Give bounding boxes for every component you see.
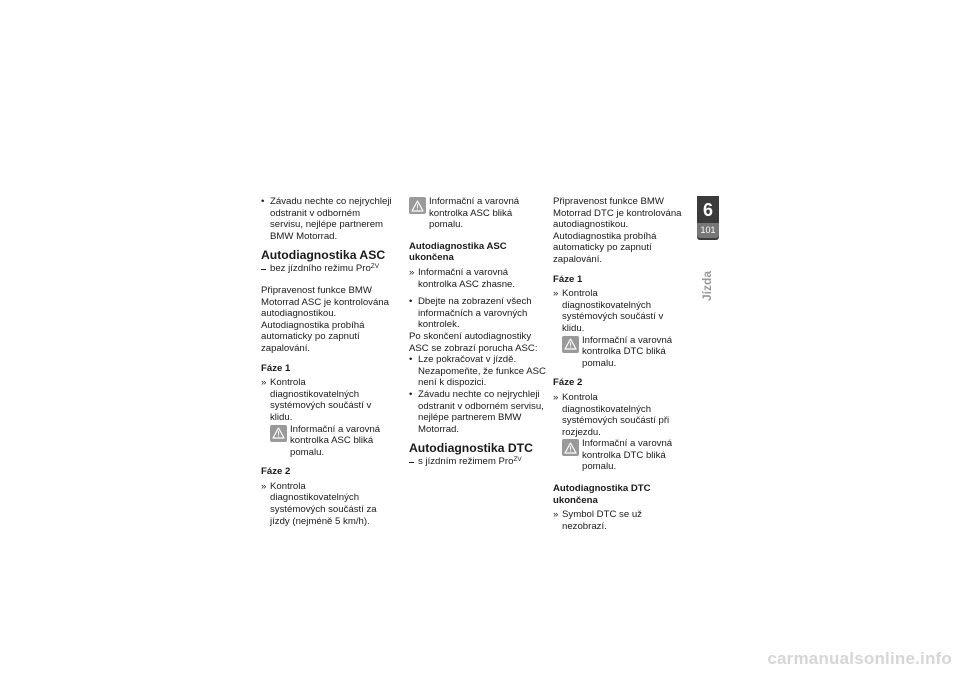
condition-superscript: ZV xyxy=(513,456,522,464)
bullet-repair-asc-2 xyxy=(409,389,546,435)
step-dtc-done: » Symbol DTC se už nezobrazí. xyxy=(553,509,688,532)
column-left xyxy=(261,196,393,527)
page-number: 101 xyxy=(697,223,719,238)
warning-text: Informační a varovná kontrolka ASC bliká pomalu. xyxy=(429,196,520,231)
bullet-text: Lze pokračovat v jízdě. Nezapomeňte, že funkce ASC není k dispozici. xyxy=(418,354,546,389)
bullet-repair-asc xyxy=(261,196,393,242)
warning-text: Informační a varovná kontrolka DTC bliká pomalu. xyxy=(582,438,673,473)
heading-phase1-asc: Fáze 1 xyxy=(261,362,291,374)
readiness-dtc: Připravenost funkce BMW Motorrad DTC je kontrolována autodiagnostikou. Autodiagnostika probíhá automaticky po zapnutí zapalování. xyxy=(553,196,682,265)
heading-asc-diagnostics: Autodiagnostika ASC xyxy=(261,248,386,263)
section-label: Jízda xyxy=(700,271,714,302)
warning-phase2-dtc xyxy=(562,438,688,473)
heading-phase1-dtc: Fáze 1 xyxy=(553,273,583,285)
bullet-text: Závadu nechte co nejrychleji odstranit v odborném servisu, nejlépe partnerem BMW Motorrad. xyxy=(270,196,392,242)
warning-triangle-icon xyxy=(270,425,287,442)
heading-dtc-done: Autodiagnostika DTC ukončena xyxy=(553,483,651,506)
heading-phase2-asc: Fáze 2 xyxy=(261,466,291,478)
column-right xyxy=(553,196,688,532)
watermark: carmanualsonline.info xyxy=(767,649,952,668)
column-middle xyxy=(409,196,546,478)
bullet-text: Dbejte na zobrazení všech informačních a varovných kontrolek. xyxy=(418,296,532,331)
warning-triangle-icon xyxy=(562,439,579,456)
condition-text: s jízdním režimem Pro xyxy=(418,456,514,468)
condition-dtc xyxy=(409,456,546,468)
heading-phase2-dtc: Fáze 2 xyxy=(553,377,583,389)
after-diagnostics-text: Po skončení autodiagnostiky ASC se zobrazí porucha ASC: xyxy=(409,330,538,354)
warning-phase1-dtc xyxy=(562,335,688,370)
readiness-asc: Připravenost funkce BMW Motorrad ASC je kontrolována autodiagnostikou. Autodiagnostika probíhá automaticky po zapnutí zapalování. xyxy=(261,284,389,354)
step-phase2-dtc: » Kontrola diagnostikovatelných systémových součástí při rozjezdu. xyxy=(553,392,688,438)
step-asc-done: » Informační a varovná kontrolka ASC zhasne. xyxy=(409,267,546,290)
warning-triangle-icon xyxy=(409,197,426,214)
bullet-text: Závadu nechte co nejrychleji odstranit v odborném servisu, nejlépe partnerem BMW Motorrad. xyxy=(418,388,544,435)
bullet-check-lights xyxy=(409,296,546,331)
chapter-number: 6 xyxy=(702,200,713,220)
step-phase1-asc: » Kontrola diagnostikovatelných systémových součástí v klidu. xyxy=(261,377,393,423)
warning-phase2-asc xyxy=(409,196,546,231)
condition-superscript: ZV xyxy=(370,263,380,271)
bullet-continue-ride xyxy=(409,354,546,389)
heading-dtc-diagnostics: Autodiagnostika DTC xyxy=(409,441,533,456)
warning-phase1-asc xyxy=(270,424,393,459)
chapter-tab xyxy=(697,196,719,240)
warning-text: Informační a varovná kontrolka DTC bliká pomalu. xyxy=(582,334,673,369)
condition-asc xyxy=(261,263,393,275)
warning-text: Informační a varovná kontrolka ASC bliká pomalu. xyxy=(290,423,381,458)
warning-triangle-icon xyxy=(562,336,579,353)
step-phase2-asc: » Kontrola diagnostikovatelných systémových součástí za jízdy (nejméně 5 km/h). xyxy=(261,481,393,527)
heading-asc-done: Autodiagnostika ASC ukončena xyxy=(409,240,507,264)
step-phase1-dtc: » Kontrola diagnostikovatelných systémových součástí v klidu. xyxy=(553,288,688,334)
condition-text: bez jízdního režimu Pro xyxy=(270,263,371,275)
